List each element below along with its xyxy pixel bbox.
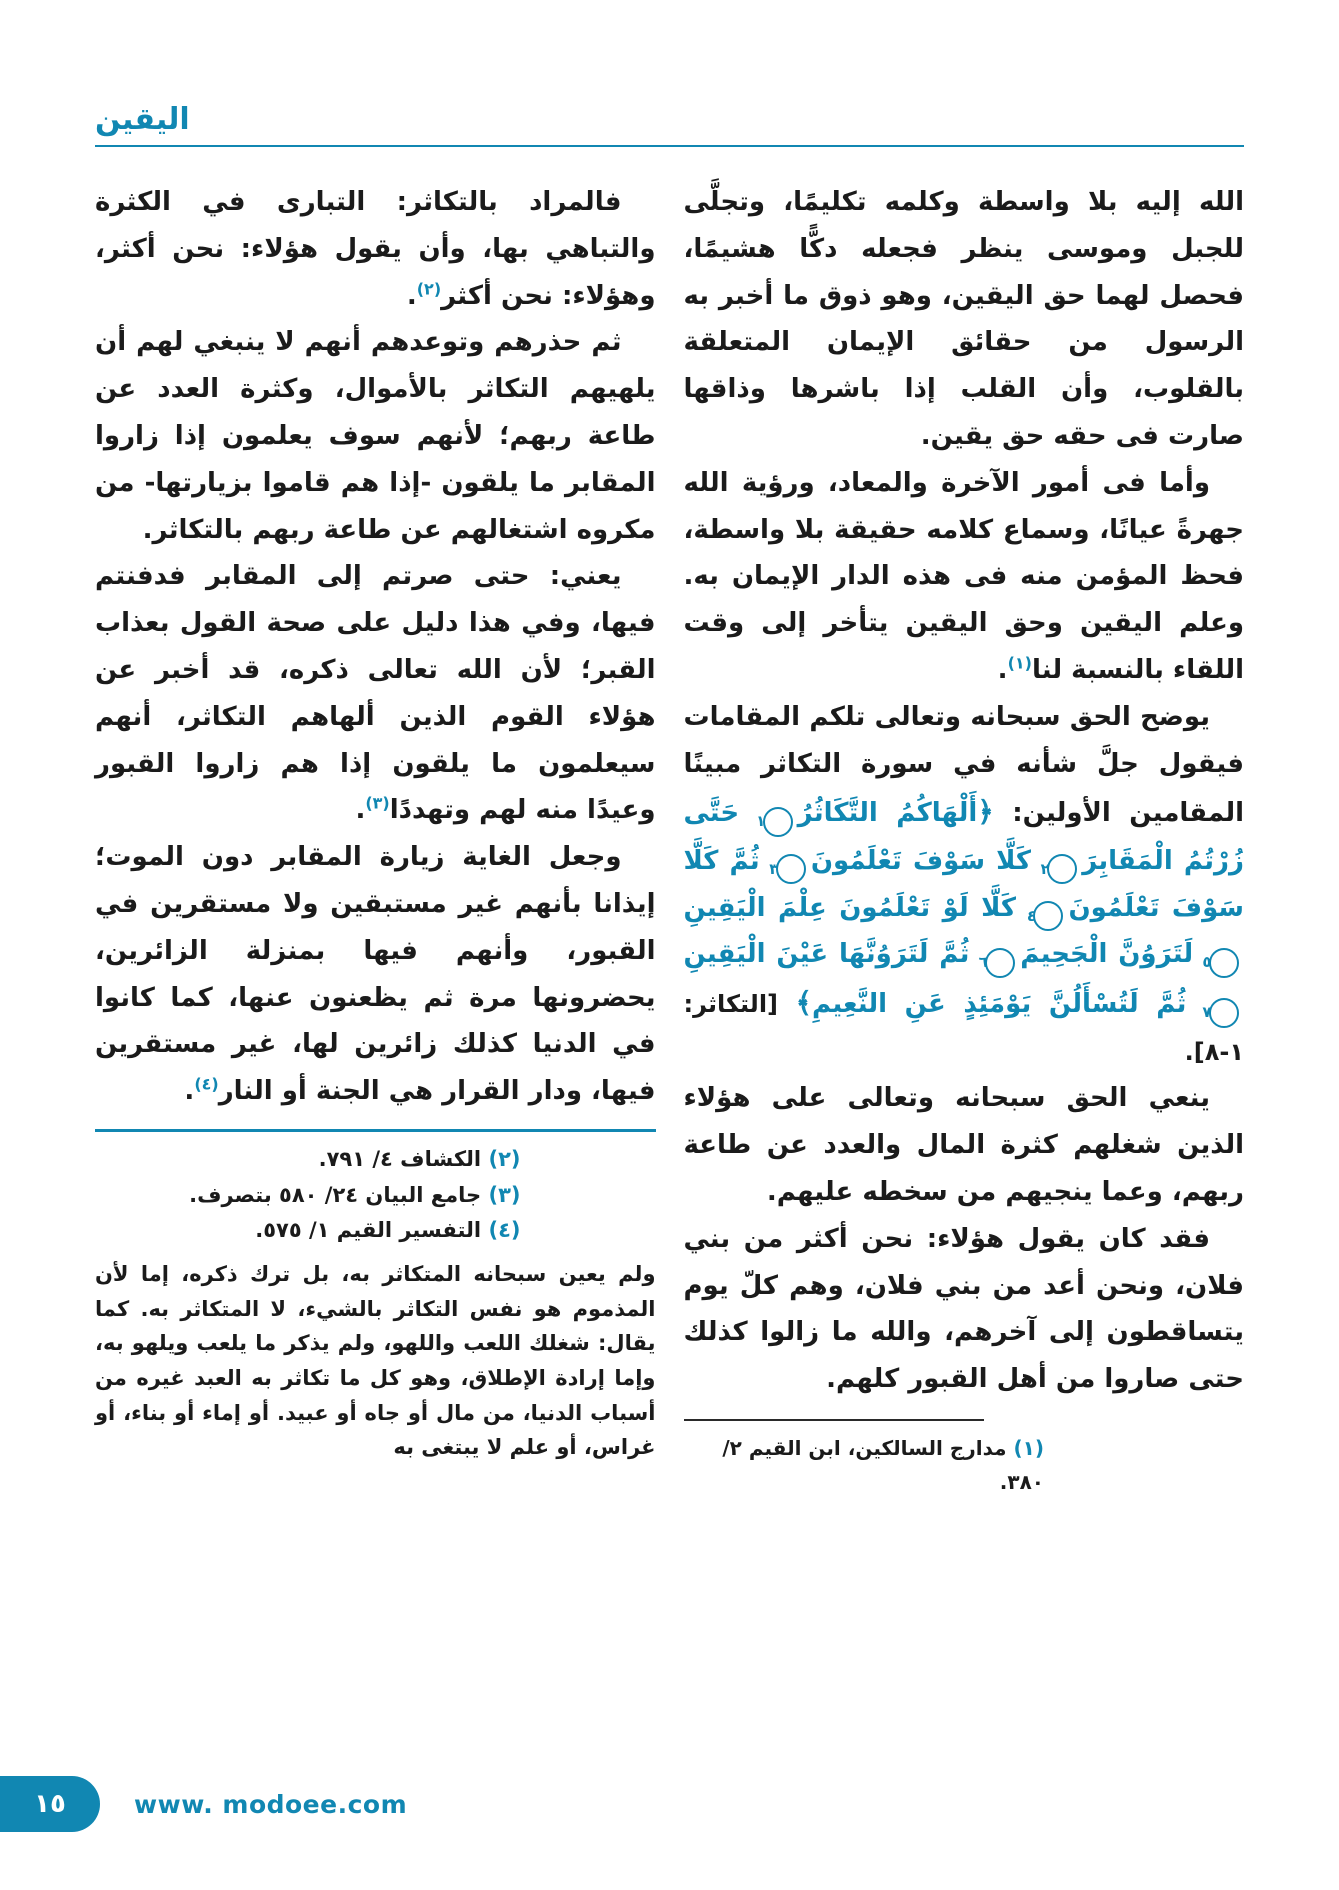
footnote-item-4 xyxy=(95,1213,656,1249)
footnotes-right xyxy=(684,1419,1245,1499)
paragraph-right-5: فقد كان يقول هؤلاء: نحن أكثر من بني فلان، ونحن أعد من بني فلان، وهم كلّ يوم يتساقطون إلى آخرهم، والله ما زالوا كذلك حتى صاروا من أهل القبور كلهم. xyxy=(683,1223,1244,1395)
page-title: اليقين xyxy=(95,102,190,137)
paragraph-quran xyxy=(684,694,1245,1076)
ayah-number-3: ٣ xyxy=(776,854,806,884)
footnote-2-marker: (٢) xyxy=(488,1146,521,1171)
paragraph-left-2: ثم حذرهم وتوعدهم أنهم لا ينبغي لهم أن يلهيهم التكاثر بالأموال، وكثرة العدد عن طاعة ربهم؛ لأنهم سوف يعلمون إذا زاروا المقابر ما يلقون -إذا هم قاموا بزيارتها- من مكروه اشتغالهم عن طاعة ربهم بالتكاثر. xyxy=(95,327,656,545)
paragraph-left-4-text: وجعل الغاية زيارة المقابر دون الموت؛ إيذانا بأنهم غير مستبقين ولا مستقرين في القبور، وأنهم فيها بمنزلة الزائرين، يحضرونها مرة ثم يظعنون عنها، كما كانوا في الدنيا كذلك زائرين لها، غير مستقرين فيها، ودار القرار هي الجنة أو النار xyxy=(95,842,656,1107)
footnote-ref-2: (٢) xyxy=(416,278,442,298)
footnote-1-text: مدارج السالكين، ابن القيم ٢/ ٣٨٠. xyxy=(722,1435,1044,1494)
paragraph-right-2 xyxy=(684,460,1245,694)
footnote-4-text: التفسير القيم ١/ ٥٧٥. xyxy=(255,1218,482,1243)
paragraph-left-3 xyxy=(95,553,656,834)
paragraph-right-2-period: . xyxy=(997,654,1008,685)
footnotes-left xyxy=(95,1129,656,1465)
quran-verse-6: لَتَرَوُنَّ الْجَحِيمَ xyxy=(1020,939,1194,970)
ayah-number-1: ١ xyxy=(763,807,793,837)
quran-reference: [التكاثر: ١-٨]. xyxy=(683,990,1244,1066)
ayah-number-2: ٢ xyxy=(1047,854,1077,884)
column-right xyxy=(684,179,1245,1499)
ayah-number-4: ٤ xyxy=(1033,901,1063,931)
quran-close-bracket-icon: ﴾ xyxy=(795,986,813,1020)
footnote-long-text: ولم يعين سبحانه المتكاثر به، بل ترك ذكره، إما لأن المذموم هو نفس التكاثر بالشيء، لا المتكاثر به. كما يقال: شغلك اللعب واللهو، ولم يذكر ما يلعب ويلهو به، وإما إرادة الإطلاق، وهو كل ما تكاثر به العبد غيره من أسباب الدنيا، من مال أو جاه أو عبيد. أو إماء أو بناء، أو غراس، أو علم لا يبتغى به xyxy=(95,1262,656,1460)
footnote-ref-4: (٤) xyxy=(194,1074,219,1094)
paragraph-left-1-period: . xyxy=(406,280,417,311)
quran-verse-8: ثُمَّ لَتُسْأَلُنَّ يَوْمَئِذٍ عَنِ النَّعِيمِ xyxy=(812,989,1187,1020)
quran-verse-7: ثُمَّ لَتَرَوُنَّهَا عَيْنَ الْيَقِينِ xyxy=(683,939,970,970)
paragraph-right-1: الله إليه بلا واسطة وكلمه تكليمًا، وتجلَّى للجبل وموسى ينظر فجعله دكًّا هشيمًا، فحصل لهما حق اليقين، وهو ذوق ما أخبر به الرسول من حقائق الإيمان المتعلقة بالقلوب، وأن القلب إذا باشرها وذاقها صارت فى حقه حق يقين. xyxy=(683,187,1244,451)
quran-open-bracket-icon: ﴿ xyxy=(977,795,994,829)
footnote-4-marker: (٤) xyxy=(488,1218,521,1243)
quran-verses xyxy=(683,795,1245,1022)
page-header xyxy=(95,100,1244,147)
footnote-ref-3: (٣) xyxy=(365,793,390,813)
footnote-1-marker: (١) xyxy=(1013,1435,1044,1460)
ayah-number-5: ٥ xyxy=(1209,948,1239,978)
footnote-ref-1: (١) xyxy=(1007,653,1032,673)
page-number-tab xyxy=(0,1776,100,1832)
paragraph-left-3-text: يعني: حتى صرتم إلى المقابر فدفنتم فيها، وفي هذا دليل على صحة القول بعذاب القبر؛ لأن الله تعالى ذكره، قد أخبر عن هؤلاء القوم الذين ألهاهم التكاثر، أنهم سيعلمون ما يلقون إذا هم زاروا القبور وعيدًا منه لهم وتهددًا xyxy=(95,561,656,826)
two-column-body xyxy=(95,179,1244,1499)
quran-verse-4: ثُمَّ كَلَّا سَوْفَ تَعْلَمُونَ xyxy=(683,845,1244,923)
paragraph-left-1-text: فالمراد بالتكاثر: التبارى في الكثرة والتباهي بها، وأن يقول هؤلاء: نحن أكثر، وهؤلاء: نحن أكثر xyxy=(95,187,656,311)
paragraph-left-4 xyxy=(95,834,656,1115)
quran-verse-5: كَلَّا لَوْ تَعْلَمُونَ عِلْمَ الْيَقِينِ xyxy=(683,892,1017,923)
website-text: www. modoee.com xyxy=(134,1789,408,1819)
paragraph-right-4: ينعي الحق سبحانه وتعالى على هؤلاء الذين شغلهم كثرة المال والعدد عن طاعة ربهم، وعما ينجيهم من سخطه عليهم. xyxy=(683,1083,1244,1207)
footnote-item-3 xyxy=(95,1178,656,1214)
page-footer xyxy=(0,1776,407,1832)
paragraph-right-2-text: وأما فى أمور الآخرة والمعاد، ورؤية الله جهرةً عيانًا، وسماع كلامه حقيقة بلا واسطة، فحظ المؤمن منه فى هذه الدار الإيمان به. وعلم اليقين وحق اليقين يتأخر إلى وقت اللقاء بالنسبة لنا xyxy=(683,467,1244,685)
ayah-number-7: ٧ xyxy=(1209,998,1239,1028)
quran-verse-3: كَلَّا سَوْفَ تَعْلَمُونَ xyxy=(810,845,1032,876)
paragraph-left-3-period: . xyxy=(355,795,366,826)
footnote-2-text: الكشاف ٤/ ٧٩١. xyxy=(318,1146,482,1171)
footnote-separator-right xyxy=(684,1419,984,1421)
footnote-item-2 xyxy=(95,1142,656,1178)
paragraph-left-1 xyxy=(95,179,656,319)
footnote-3-text: جامع البيان ٢٤/ ٥٨٠ بتصرف. xyxy=(189,1182,482,1207)
quran-verse-1: أَلْهَاكُمُ التَّكَاثُرُ xyxy=(797,798,978,829)
header-divider xyxy=(95,145,1244,147)
column-left xyxy=(95,179,656,1499)
ayah-number-6: ٦ xyxy=(985,948,1015,978)
page-number: ١٥ xyxy=(34,1789,66,1819)
footnote-item-1 xyxy=(684,1431,1245,1499)
footnote-separator-left xyxy=(95,1129,656,1132)
paragraph-left-4-period: . xyxy=(184,1076,195,1107)
quran-lead-text: يوضح الحق سبحانه وتعالى تلكم المقامات فيقول جلَّ شأنه في سورة التكاثر مبينًا المقامين الأولين: xyxy=(683,701,1244,829)
quran-verse-2: حَتَّى زُرْتُمُ الْمَقَابِرَ xyxy=(683,798,1244,876)
footnote-3-marker: (٣) xyxy=(488,1182,521,1207)
